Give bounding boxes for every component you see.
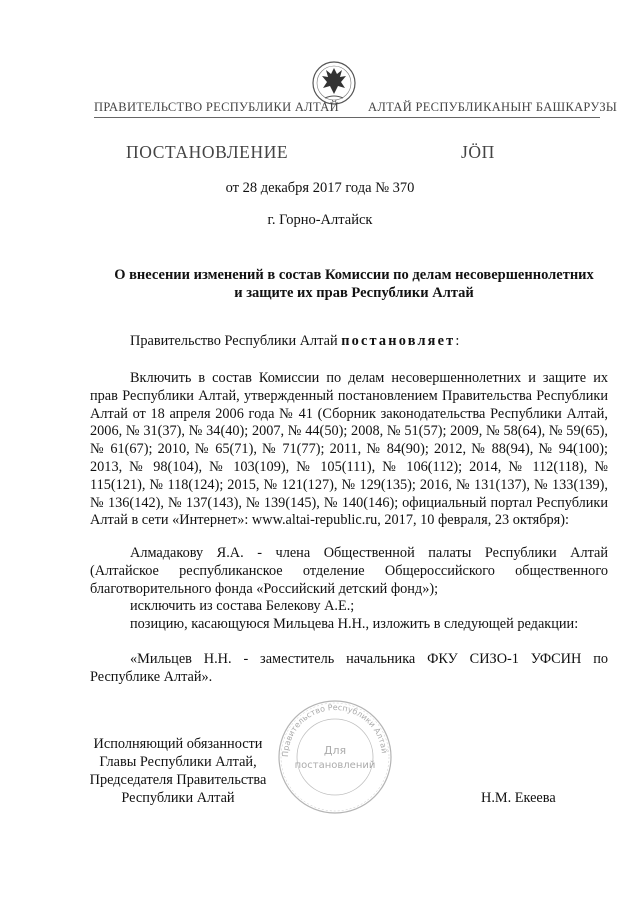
signatory-name: Н.М. Екеева [481,790,556,806]
document-type-russian: ПОСТАНОВЛЕНИЕ [126,142,289,162]
decree-title-line-1: О внесении изменений в состав Комиссии по делам несовершеннолетних [114,267,594,283]
government-name-altai: АЛТАЙ РЕСПУБЛИКАНЫҤ БАШКАРУЗЫ [368,100,618,114]
city: г. Горно-Алтайск [267,212,373,228]
paragraph-new-text: «Мильцев Н.Н. - заместитель начальника ФКУ СИЗО-1 УФСИН по Республике Алтай». [90,651,608,685]
paragraph-member: Алмадакову Я.А. - члена Общественной палаты Республики Алтай (Алтайское республиканское отделение Общероссийского общественного благотворительного фонда «Российский детский фонд»); [90,545,608,597]
signatory-block [80,735,276,807]
document-type-altai: ЈӦП [461,142,495,162]
signatory-line-1: Исполняющий обязанности [93,736,263,752]
paragraph-exclude: исключить из состава Белекову А.Е.; [130,598,355,614]
decree-title-line-2: и защите их прав Республики Алтай [234,285,474,301]
paragraph-position: позицию, касающуюся Мильцева Н.Н., изложить в следующей редакции: [130,616,579,632]
intro-resolves: постановляет [341,333,456,349]
intro-paragraph [90,333,608,351]
date-and-number: от 28 декабря 2017 года № 370 [225,180,415,196]
stamp-center-line-2: постановлений [294,760,376,771]
stamp-ring-text: Правительство Республики Алтай [280,702,389,758]
decree-title [94,266,614,302]
paragraph-include: Включить в состав Комиссии по делам несовершеннолетних и защите их прав Республики Алтай, утвержденный постановлением Правительства Республики Алтай от 18 апреля 2006 года № 41 (Сборник законодательства Республики Алтай, 2006, № 31(37), № 34(40); 2007, № 44(50); 2008, № 51(57); 2009, № 58(64), № 59(65), № 61(67); 2010, № 65(71), № 71(77); 2011, № 84(90); 2012, № 88(94), № 94(100); 2013, № 98(104), № 103(109), № 105(111), № 106(112); 2014, № 112(118), № 115(121), № 118(124); 2015, № 121(127), № 129(135); 2016, № 131(137), № 133(139), № 136(142), № 137(143), № 139(145), № 140(146); официальный портал Республики Алтай в сети «Интернет»: www.altai-republic.ru, 2017, 10 февраля, 23 октября): [90,370,608,529]
signatory-line-3: Председателя Правительства [89,772,267,788]
intro-prefix: Правительство Республики Алтай [130,333,338,349]
government-name-russian: ПРАВИТЕЛЬСТВО РЕСПУБЛИКИ АЛТАЙ [94,100,339,114]
stamp-center-line-1: Для [323,744,347,757]
signatory-line-4: Республики Алтай [121,790,235,806]
intro-suffix: : [455,333,460,349]
signatory-line-2: Главы Республики Алтай, [99,754,257,770]
header-divider [94,117,600,118]
official-stamp [276,698,394,816]
